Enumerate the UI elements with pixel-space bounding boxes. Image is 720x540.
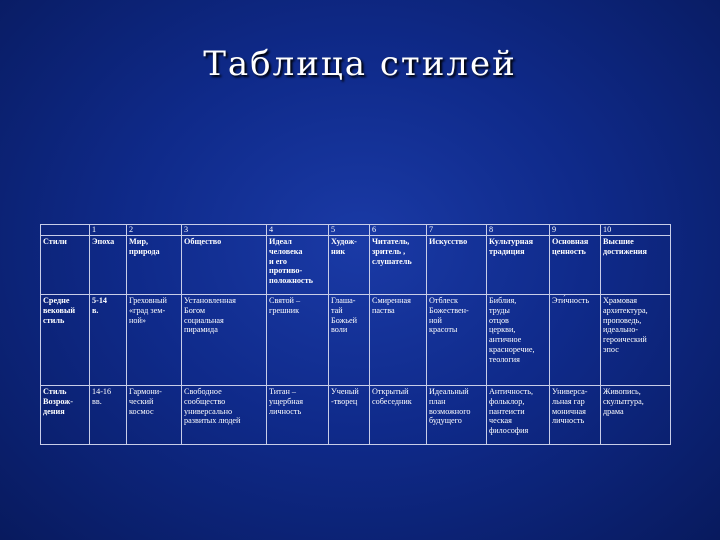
styles-table — [40, 224, 670, 445]
slide-title: Таблица стилей — [203, 44, 517, 84]
table-cell: Свободное сообщество универсально развитых людей — [182, 385, 267, 444]
table-cell: Ученый -творец — [329, 385, 370, 444]
header-cell: Основная ценность — [550, 235, 601, 294]
header-cell: Стили — [41, 235, 90, 294]
table-cell: Глаша- тай Божьей воли — [329, 294, 370, 385]
header-cell: Высшие достижения — [601, 235, 671, 294]
table-cell: Античность, фольклор, пантеисти ческая философия — [487, 385, 550, 444]
column-number: 7 — [427, 225, 487, 236]
table-cell: Идеальный план возможного будущего — [427, 385, 487, 444]
table-cell: Живопись, скульптура, драма — [601, 385, 671, 444]
table-cell: Гармони- ческий космос — [127, 385, 182, 444]
table-cell: Открытый собеседник — [370, 385, 427, 444]
column-number: 4 — [267, 225, 329, 236]
column-number — [41, 225, 90, 236]
table-cell: Смиренная паства — [370, 294, 427, 385]
table-cell: Библия, труды отцов церкви, античное красноречие, теология — [487, 294, 550, 385]
table-cell: Отблеск Божествен- ной красоты — [427, 294, 487, 385]
table-cell: Универса- льная гар моничная личность — [550, 385, 601, 444]
table-cell: 14-16 вв. — [90, 385, 127, 444]
header-cell: Худож- ник — [329, 235, 370, 294]
column-numbers-row — [41, 225, 671, 236]
table-row — [41, 385, 671, 444]
table-cell: Средне вековый стиль — [41, 294, 90, 385]
column-number: 5 — [329, 225, 370, 236]
column-number: 2 — [127, 225, 182, 236]
header-cell: Культурная традиция — [487, 235, 550, 294]
header-cell: Мир, природа — [127, 235, 182, 294]
column-number: 10 — [601, 225, 671, 236]
table-cell: Эти́чность — [550, 294, 601, 385]
table-cell: Установленная Богом социальная пирамида — [182, 294, 267, 385]
header-cell: Читатель, зритель , слушатель — [370, 235, 427, 294]
table-cell: Стиль Возрож- дения — [41, 385, 90, 444]
column-number: 9 — [550, 225, 601, 236]
table-cell: Храмовая архитектура, проповедь, идеально- героический эпос — [601, 294, 671, 385]
header-cell: Эпоха — [90, 235, 127, 294]
table-row — [41, 294, 671, 385]
header-row — [41, 235, 671, 294]
table-cell: Титан – ущербная личность — [267, 385, 329, 444]
column-number: 8 — [487, 225, 550, 236]
table-cell: 5-14 в. — [90, 294, 127, 385]
column-number: 3 — [182, 225, 267, 236]
table-cell: Святой – грешник — [267, 294, 329, 385]
table-cell: Греховный «град зем- ной» — [127, 294, 182, 385]
header-cell: Идеал человека и его противо- положность — [267, 235, 329, 294]
header-cell: Общество — [182, 235, 267, 294]
column-number: 6 — [370, 225, 427, 236]
column-number: 1 — [90, 225, 127, 236]
header-cell: Искусство — [427, 235, 487, 294]
